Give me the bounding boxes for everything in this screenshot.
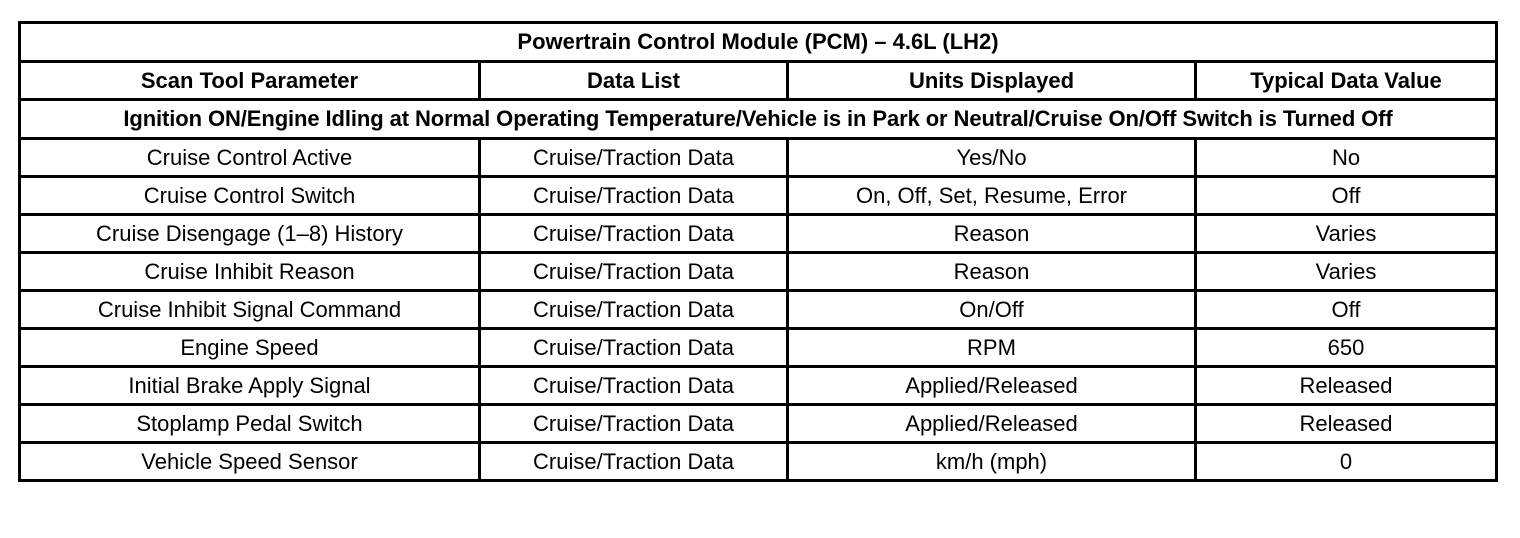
cell-typical-value: Off <box>1196 291 1497 329</box>
cell-parameter: Engine Speed <box>20 329 480 367</box>
table-row <box>20 405 1497 443</box>
table-row <box>20 215 1497 253</box>
cell-units: Yes/No <box>788 139 1196 177</box>
cell-typical-value: 650 <box>1196 329 1497 367</box>
cell-data-list: Cruise/Traction Data <box>480 291 788 329</box>
cell-parameter: Initial Brake Apply Signal <box>20 367 480 405</box>
cell-units: On, Off, Set, Resume, Error <box>788 177 1196 215</box>
condition-text: Ignition ON/Engine Idling at Normal Operating Temperature/Vehicle is in Park or Neutral/Cruise On/Off Switch is Turned Off <box>20 100 1497 139</box>
cell-units: Applied/Released <box>788 367 1196 405</box>
cell-data-list: Cruise/Traction Data <box>480 215 788 253</box>
table-row <box>20 253 1497 291</box>
title-row <box>20 23 1497 62</box>
cell-data-list: Cruise/Traction Data <box>480 177 788 215</box>
table-title: Powertrain Control Module (PCM) – 4.6L (LH2) <box>20 23 1497 62</box>
cell-units: Applied/Released <box>788 405 1196 443</box>
cell-data-list: Cruise/Traction Data <box>480 253 788 291</box>
cell-data-list: Cruise/Traction Data <box>480 405 788 443</box>
table-row <box>20 443 1497 481</box>
table-row <box>20 177 1497 215</box>
cell-typical-value: No <box>1196 139 1497 177</box>
header-scan-tool-parameter: Scan Tool Parameter <box>20 62 480 100</box>
cell-data-list: Cruise/Traction Data <box>480 139 788 177</box>
cell-parameter: Cruise Control Active <box>20 139 480 177</box>
cell-parameter: Cruise Inhibit Signal Command <box>20 291 480 329</box>
cell-units: RPM <box>788 329 1196 367</box>
cell-data-list: Cruise/Traction Data <box>480 329 788 367</box>
cell-units: On/Off <box>788 291 1196 329</box>
cell-data-list: Cruise/Traction Data <box>480 367 788 405</box>
cell-parameter: Cruise Inhibit Reason <box>20 253 480 291</box>
cell-data-list: Cruise/Traction Data <box>480 443 788 481</box>
cell-typical-value: Varies <box>1196 215 1497 253</box>
header-typical-data-value: Typical Data Value <box>1196 62 1497 100</box>
table-row <box>20 367 1497 405</box>
cell-parameter: Stoplamp Pedal Switch <box>20 405 480 443</box>
cell-units: Reason <box>788 215 1196 253</box>
condition-row <box>20 100 1497 139</box>
cell-typical-value: 0 <box>1196 443 1497 481</box>
table-row <box>20 139 1497 177</box>
header-row <box>20 62 1497 100</box>
table-row <box>20 329 1497 367</box>
cell-units: km/h (mph) <box>788 443 1196 481</box>
cell-typical-value: Released <box>1196 367 1497 405</box>
cell-parameter: Vehicle Speed Sensor <box>20 443 480 481</box>
table-row <box>20 291 1497 329</box>
header-units-displayed: Units Displayed <box>788 62 1196 100</box>
cell-typical-value: Off <box>1196 177 1497 215</box>
cell-parameter: Cruise Control Switch <box>20 177 480 215</box>
data-table <box>18 21 1498 482</box>
cell-typical-value: Released <box>1196 405 1497 443</box>
cell-typical-value: Varies <box>1196 253 1497 291</box>
cell-units: Reason <box>788 253 1196 291</box>
cell-parameter: Cruise Disengage (1–8) History <box>20 215 480 253</box>
header-data-list: Data List <box>480 62 788 100</box>
